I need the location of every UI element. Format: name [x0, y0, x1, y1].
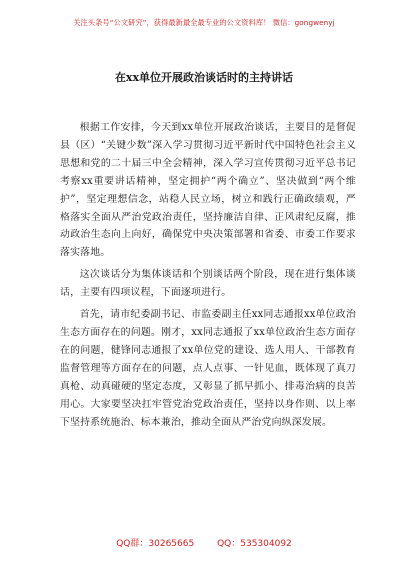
paragraph: 根据工作安排，今天到xx单位开展政治谈话，主要目的是督促县（区）“关键少数”深入学习贯彻习近平新时代中国特色社会主义思想和党的二十届三中全会精神，深入学习宣传贯彻习近平总书记考察xx重要讲话精神，坚定拥护“两个确立”、坚决做到“两个维护”，坚定理想信念，站稳人民立场，树立和践行正确政绩观，严格落实全面从严治党政治责任，坚持廉洁自律、正风肃纪反腐，推动政治生态向上向好，确保党中央决策部署和省委、市委工作要求落实落地。: [60, 122, 356, 259]
document-title: 在xx单位开展政治谈话时的主持讲话: [114, 71, 294, 84]
paragraph: 这次谈话分为集体谈话和个别谈话两个阶段，现在进行集体谈话，主要有四项议程，下面逐项进行。: [60, 269, 356, 299]
promo-banner: 关注头条号“公文研究”，获得最新最全最专业的公文资料库！ 微信：gongwenyj: [73, 18, 335, 27]
footer-contact: [0, 536, 408, 549]
document-body: [60, 119, 356, 435]
qq-number-text: QQ：535304092: [217, 539, 292, 549]
qq-group-text: QQ群：30265665: [116, 539, 195, 549]
paragraph: 首先，请市纪委副书记、市监委副主任xx同志通报xx单位政治生态方面存在的问题。刚才，xx同志通报了xx单位政治生态方面存在的问题，健锋同志通报了xx单位党的建设、选人用人、干部教育监督管理等方面存在的问题，点人点事、一针见血，既体现了真刀真枪、动真碰硬的坚定态度，又彰显了抓早抓小、排毒治病的良苦用心。大家要坚决扛牢管党治党政治责任，坚持以身作则、以上率下坚持系统施治、标本兼治，推动全面从严治党向纵深发展。: [60, 309, 356, 428]
